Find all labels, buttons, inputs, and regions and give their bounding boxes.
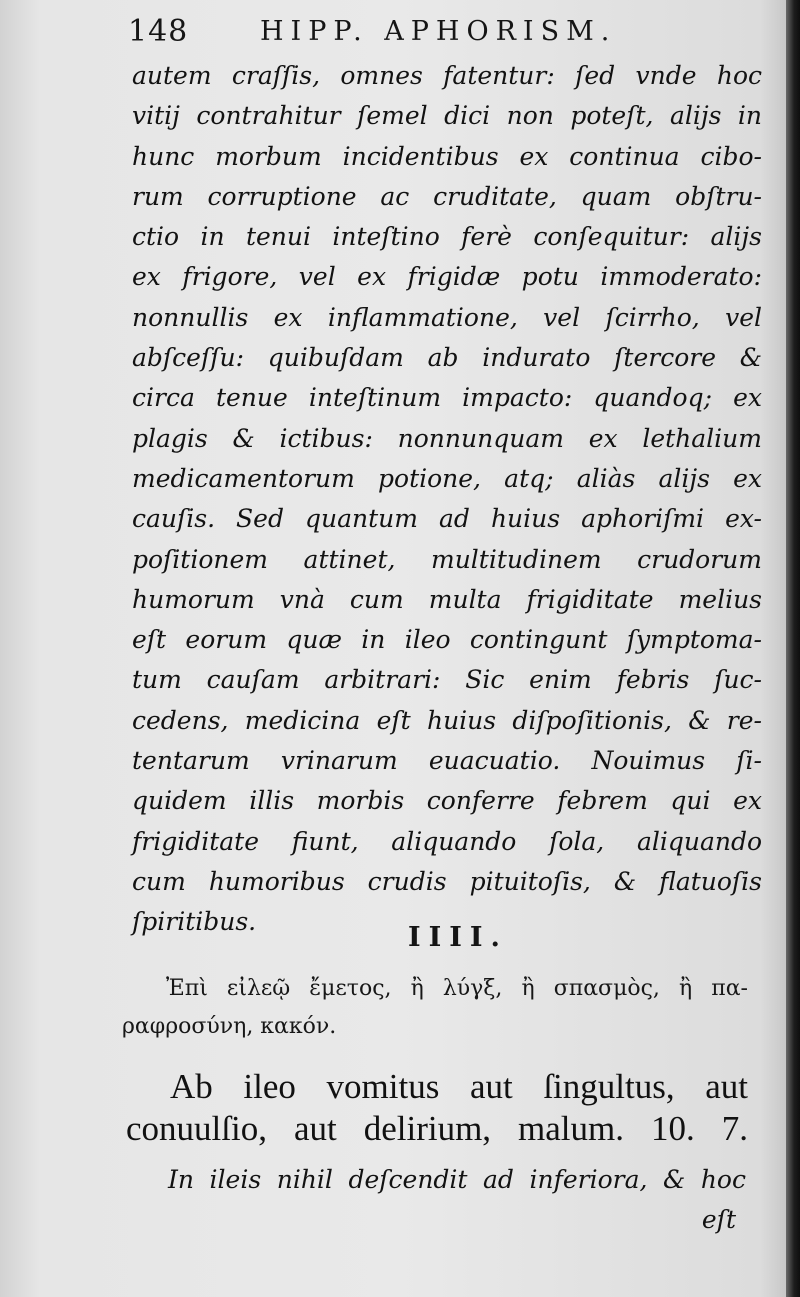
catchword: eſt xyxy=(701,1205,736,1234)
running-head: HIPP. APHORISM. xyxy=(260,16,617,47)
text-line: tentarum vrinarum euacuatio. Nouimus ſi- xyxy=(132,746,762,776)
latin-aphorism xyxy=(126,1066,748,1150)
text-line: autem craſſis, omnes fatentur: ſed vnde hoc xyxy=(132,61,762,90)
text-line: vitij contrahitur ſemel dici non poteſt, alijs in xyxy=(132,101,762,131)
commentary-paragraph xyxy=(132,56,762,943)
latin-line: Ab ileo vomitus aut ſingultus, aut xyxy=(170,1067,748,1106)
text-line: nonnullis ex inflammatione, vel ſcirrho, vel xyxy=(132,302,762,332)
page-edge-shadow xyxy=(786,0,800,1297)
page-number: 148 xyxy=(128,14,189,49)
text-line: frigiditate fiunt, aliquando ſola, aliquando xyxy=(132,826,762,856)
text-line: poſitionem attinet, multitudinem crudorum xyxy=(132,544,762,574)
text-line: rum corruptione ac cruditate, quam obſtru- xyxy=(132,181,762,211)
text-line: cum humoribus crudis pituitoſis, & flatuoſis xyxy=(132,866,762,896)
text-line: hunc morbum incidentibus ex continua cibo- xyxy=(132,141,762,171)
text-line: eſt eorum quæ in ileo contingunt ſymptoma- xyxy=(132,625,762,655)
text-line: ſpiritibus. xyxy=(132,907,257,937)
text-line: medicamentorum potione, atq; aliàs alijs ex xyxy=(132,463,762,493)
text-line: cauſis. Sed quantum ad huius aphoriſmi ex- xyxy=(132,504,762,534)
commentary-start xyxy=(168,1160,746,1240)
commentary-line: In ileis nihil deſcendit ad inferiora, & hoc xyxy=(168,1165,746,1194)
text-line: tum cauſam arbitrari: Sic enim febris ſuc- xyxy=(132,665,762,695)
latin-line: conuulſio, aut delirium, malum. 10. 7. xyxy=(126,1109,748,1148)
text-line: ctio in tenui inteſtino ferè conſequitur: alijs xyxy=(132,222,762,252)
page-header xyxy=(128,12,748,52)
text-line: quidem illis morbis conferre febrem qui ex xyxy=(132,786,762,816)
text-line: abſceſſu: quibuſdam ab indurato ſtercore & xyxy=(132,343,762,373)
aphorism-number: IIII. xyxy=(408,922,508,953)
text-line: ex frigore, vel ex frigidæ potu immoderato: xyxy=(132,262,762,292)
text-line: humorum vnà cum multa frigiditate melius xyxy=(132,584,762,614)
greek-aphorism xyxy=(122,970,748,1046)
text-line: cedens, medicina eſt huius diſpoſitionis, & re- xyxy=(132,705,762,735)
greek-line: ραφροσύνη, κακόν. xyxy=(122,1014,337,1039)
text-line: circa tenue inteſtinum impacto: quandoq; ex xyxy=(132,383,762,413)
greek-line: Ἐπὶ εἰλεῷ ἔμετος, ἢ λύγξ, ἢ σπασμὸς, ἢ πα- xyxy=(166,976,748,1001)
text-line: plagis & ictibus: nonnunquam ex lethalium xyxy=(132,423,762,453)
